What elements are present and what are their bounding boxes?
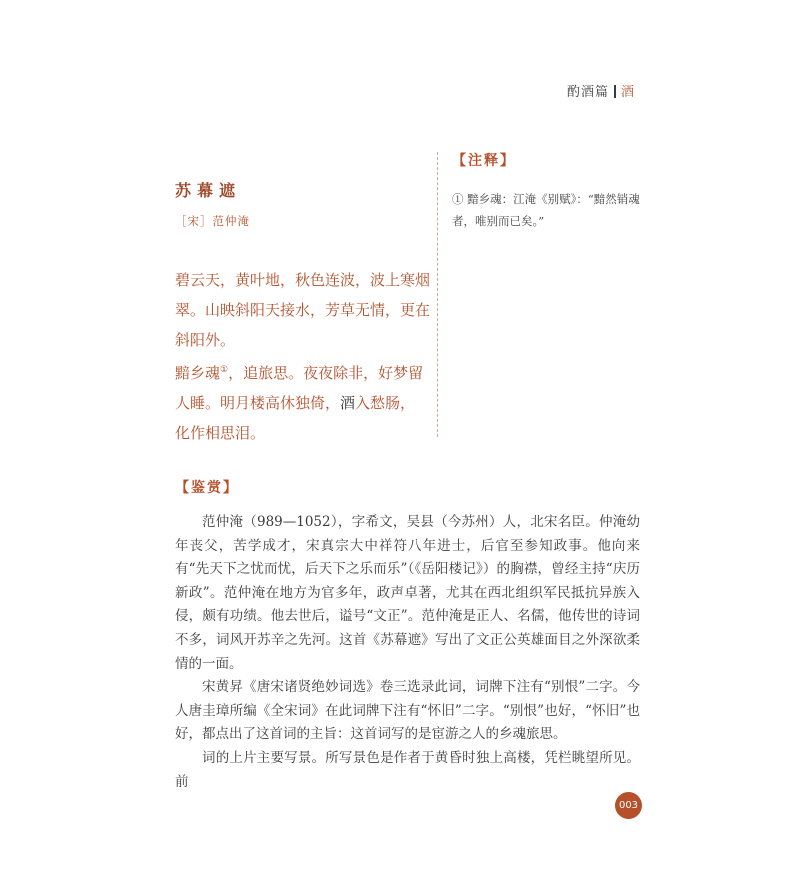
poem-author: ［宋］范仲淹 <box>175 214 250 228</box>
running-header <box>567 81 635 100</box>
poem-title: 苏幕遮 <box>175 181 242 200</box>
appreciation-section <box>175 477 640 794</box>
page-number-badge: 003 <box>615 792 642 819</box>
footnote-marker[interactable]: ① <box>220 365 229 375</box>
poem-stanza-2-post: 入愁肠，化作相思泪。 <box>175 394 416 442</box>
column-divider <box>437 152 438 437</box>
notes-heading: 【注释】 <box>452 153 516 169</box>
poem-body <box>175 265 430 448</box>
poem-column <box>175 178 430 448</box>
poem-stanza-2 <box>175 355 430 448</box>
appreciation-body <box>175 511 640 794</box>
notes-column <box>452 150 652 232</box>
note-1: ① 黯乡魂：江淹《别赋》：“黯然销魂者，唯别而已矣。” <box>452 192 640 228</box>
header-accent: 酒 <box>620 85 635 100</box>
header-separator <box>614 85 616 98</box>
poem-stanza-2-mid: ，追旅思。夜夜除非，好梦留人睡。明月楼高休独倚， <box>175 364 424 412</box>
poem-keyword-wine: 酒 <box>340 394 356 412</box>
appreciation-paragraph-1: 范仲淹（989—1052），字希文，吴县（今苏州）人，北宋名臣。仲淹幼年丧父，苦学成才，宋真宗大中祥符八年进士，后官至参知政事。他向来有“先天下之忧而忧，后天下之乐而乐”（《岳阳楼记》）的胸襟，曾经主持“庆历新政”。范仲淹在地方为官多年，政声卓著，尤其在西北组织军民抵抗异族入侵，颇有功绩。他去世后，谥号“文正”。范仲淹是正人、名儒，他传世的诗词不多，词风开苏辛之先河。这首《苏幕遮》写出了文正公英雄面目之外深欲柔情的一面。 <box>175 514 640 672</box>
appreciation-heading: 【鉴赏】 <box>175 480 239 496</box>
header-section: 酌酒篇 <box>566 85 609 100</box>
appreciation-paragraph-2: 宋黄昇《唐宋诸贤绝妙词选》卷三选录此词，词牌下注有“别恨”二字。今人唐圭璋所编《全宋词》在此词牌下注有“怀旧”二字。“别恨”也好，“怀旧”也好，都点出了这首词的主旨：这首词写的是宦游之人的乡魂旅思。 <box>175 679 640 743</box>
poem-stanza-1: 碧云天，黄叶地，秋色连波，波上寒烟翠。山映斜阳天接水，芳草无情，更在斜阳外。 <box>175 271 431 349</box>
poem-stanza-2-pre: 黯乡魂 <box>175 364 221 382</box>
appreciation-paragraph-3: 词的上片主要写景。所写景色是作者于黄昏时独上高楼，凭栏眺望所见。前 <box>175 749 640 790</box>
